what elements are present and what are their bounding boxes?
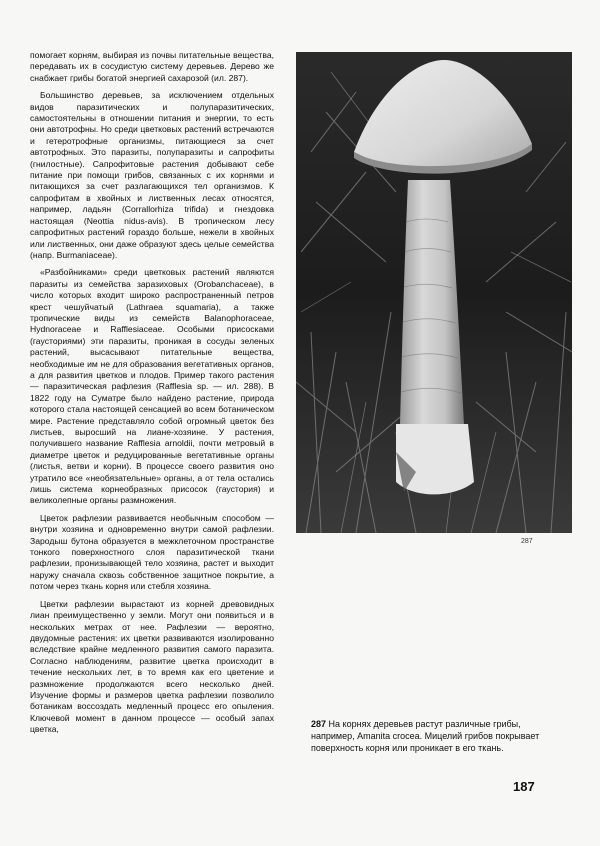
paragraph-5: Цветки рафлезии вырастают из корней древовидных лиан преимущественно у земли. Могут они появиться и в нескольких метрах от нее. Рафлезии — вероятно, двудомные растения: их цветки развиваются изолированно вследствие крайне медленного развития самого паразита. Согласно наблюдениям, развитие цветка происходит в течение нескольких лет, в то время как его цветение и размножение продолжаются всего несколько дней. Изучение формы и размеров цветка рафлезии позволило ботаникам воссоздать медленный процесс его опыления. Ключевой момент в данном процессе — особый запах цветка, [30,598,274,735]
paragraph-3: «Разбойниками» среди цветковых растений являются паразиты из семейства заразиховых (Orobanchaceae), в число которых входит широко распространенный петров крест чешуйчатый (Lathraea squamaria), а также тропические виды из семейств Balanophoraceae, Hydnoraceae и Rafflesiaceae. Особыми присосками (гаусториями) эти паразиты, проникая в сосуды зеленых растений, высасывают питательные вещества, необходимые им не для образования вегетативных органов, а для развития цветков и плодов. Пример такого растения — паразитическая рафлезия (Rafflesia sp. — ил. 288). В 1822 году на Суматре было найдено растение, природа которого стала настоящей сенсацией во всем ботаническом мире. Растение представляло собой огромный цветок без листьев, выросший на лиане-хозяине. У растения, получившего название Rafflesia arnoldii, почти метровый в диаметре цветок и редуцированные вегетативные органы (листья, ветви и корни). В процессе своего развития оно утратило все «необязательные» органы, а от тела остались лишь система корнеобразных присосок (гаустория) и великолепные органы размножения. [30,267,274,506]
figure-number: 287 [521,538,533,545]
figure-caption [311,718,566,754]
caption-text: На корнях деревьев растут различные грибы, например, Amanita crocea. Мицелий грибов покрывает поверхность корня или проникает в его ткань. [311,719,540,753]
caption-number: 287 [311,719,327,729]
paragraph-1: помогает корням, выбирая из почвы питательные вещества, передавать их в сосудистую систему деревьев. Дерево же снабжает грибы богатой энергией сахарозой (ил. 287). [30,50,274,83]
body-text-column [30,50,274,742]
paragraph-4: Цветок рафлезии развивается необычным способом — внутри хозяина и одновременно внутри самой рафлезии. Зародыш бутона образуется в межклеточном пространстве тонкого поверхностного слоя паразитической ткани рафлезии, пронизывающей тело хозяина, растет и выходит наружу сначала сквозь собственное защитное покрытие, а потом через ткань корня или стебля хозяина. [30,512,274,592]
paragraph-2: Большинство деревьев, за исключением отдельных видов паразитических и полупаразитических, самостоятельны в отношении питания и энергии, то есть они автотрофны. Но среди цветковых растений встречаются и гетеротрофные организмы, питающиеся за счет автотрофных. Это паразиты, полупаразиты и сапрофиты (гнилостные). Сапрофитовые растения добывают себе питание при помощи грибов, связанных с их корнями и питающихся за счет разлагающихся тел организмов. К сапрофитам в хвойных и лиственных лесах относятся, например, ладьян (Corrallorhiza trifida) и гнездовка настоящая (Neottia nidus-avis). В тропическом лесу сапрофитных растений гораздо больше, нежели в хвойных или лиственных, они даже образуют здесь целые семейства (напр. Burmaniaceae). [30,90,274,260]
mushroom-illustration [296,52,572,533]
page-number: 187 [513,779,535,794]
mushroom-photo [296,52,572,533]
